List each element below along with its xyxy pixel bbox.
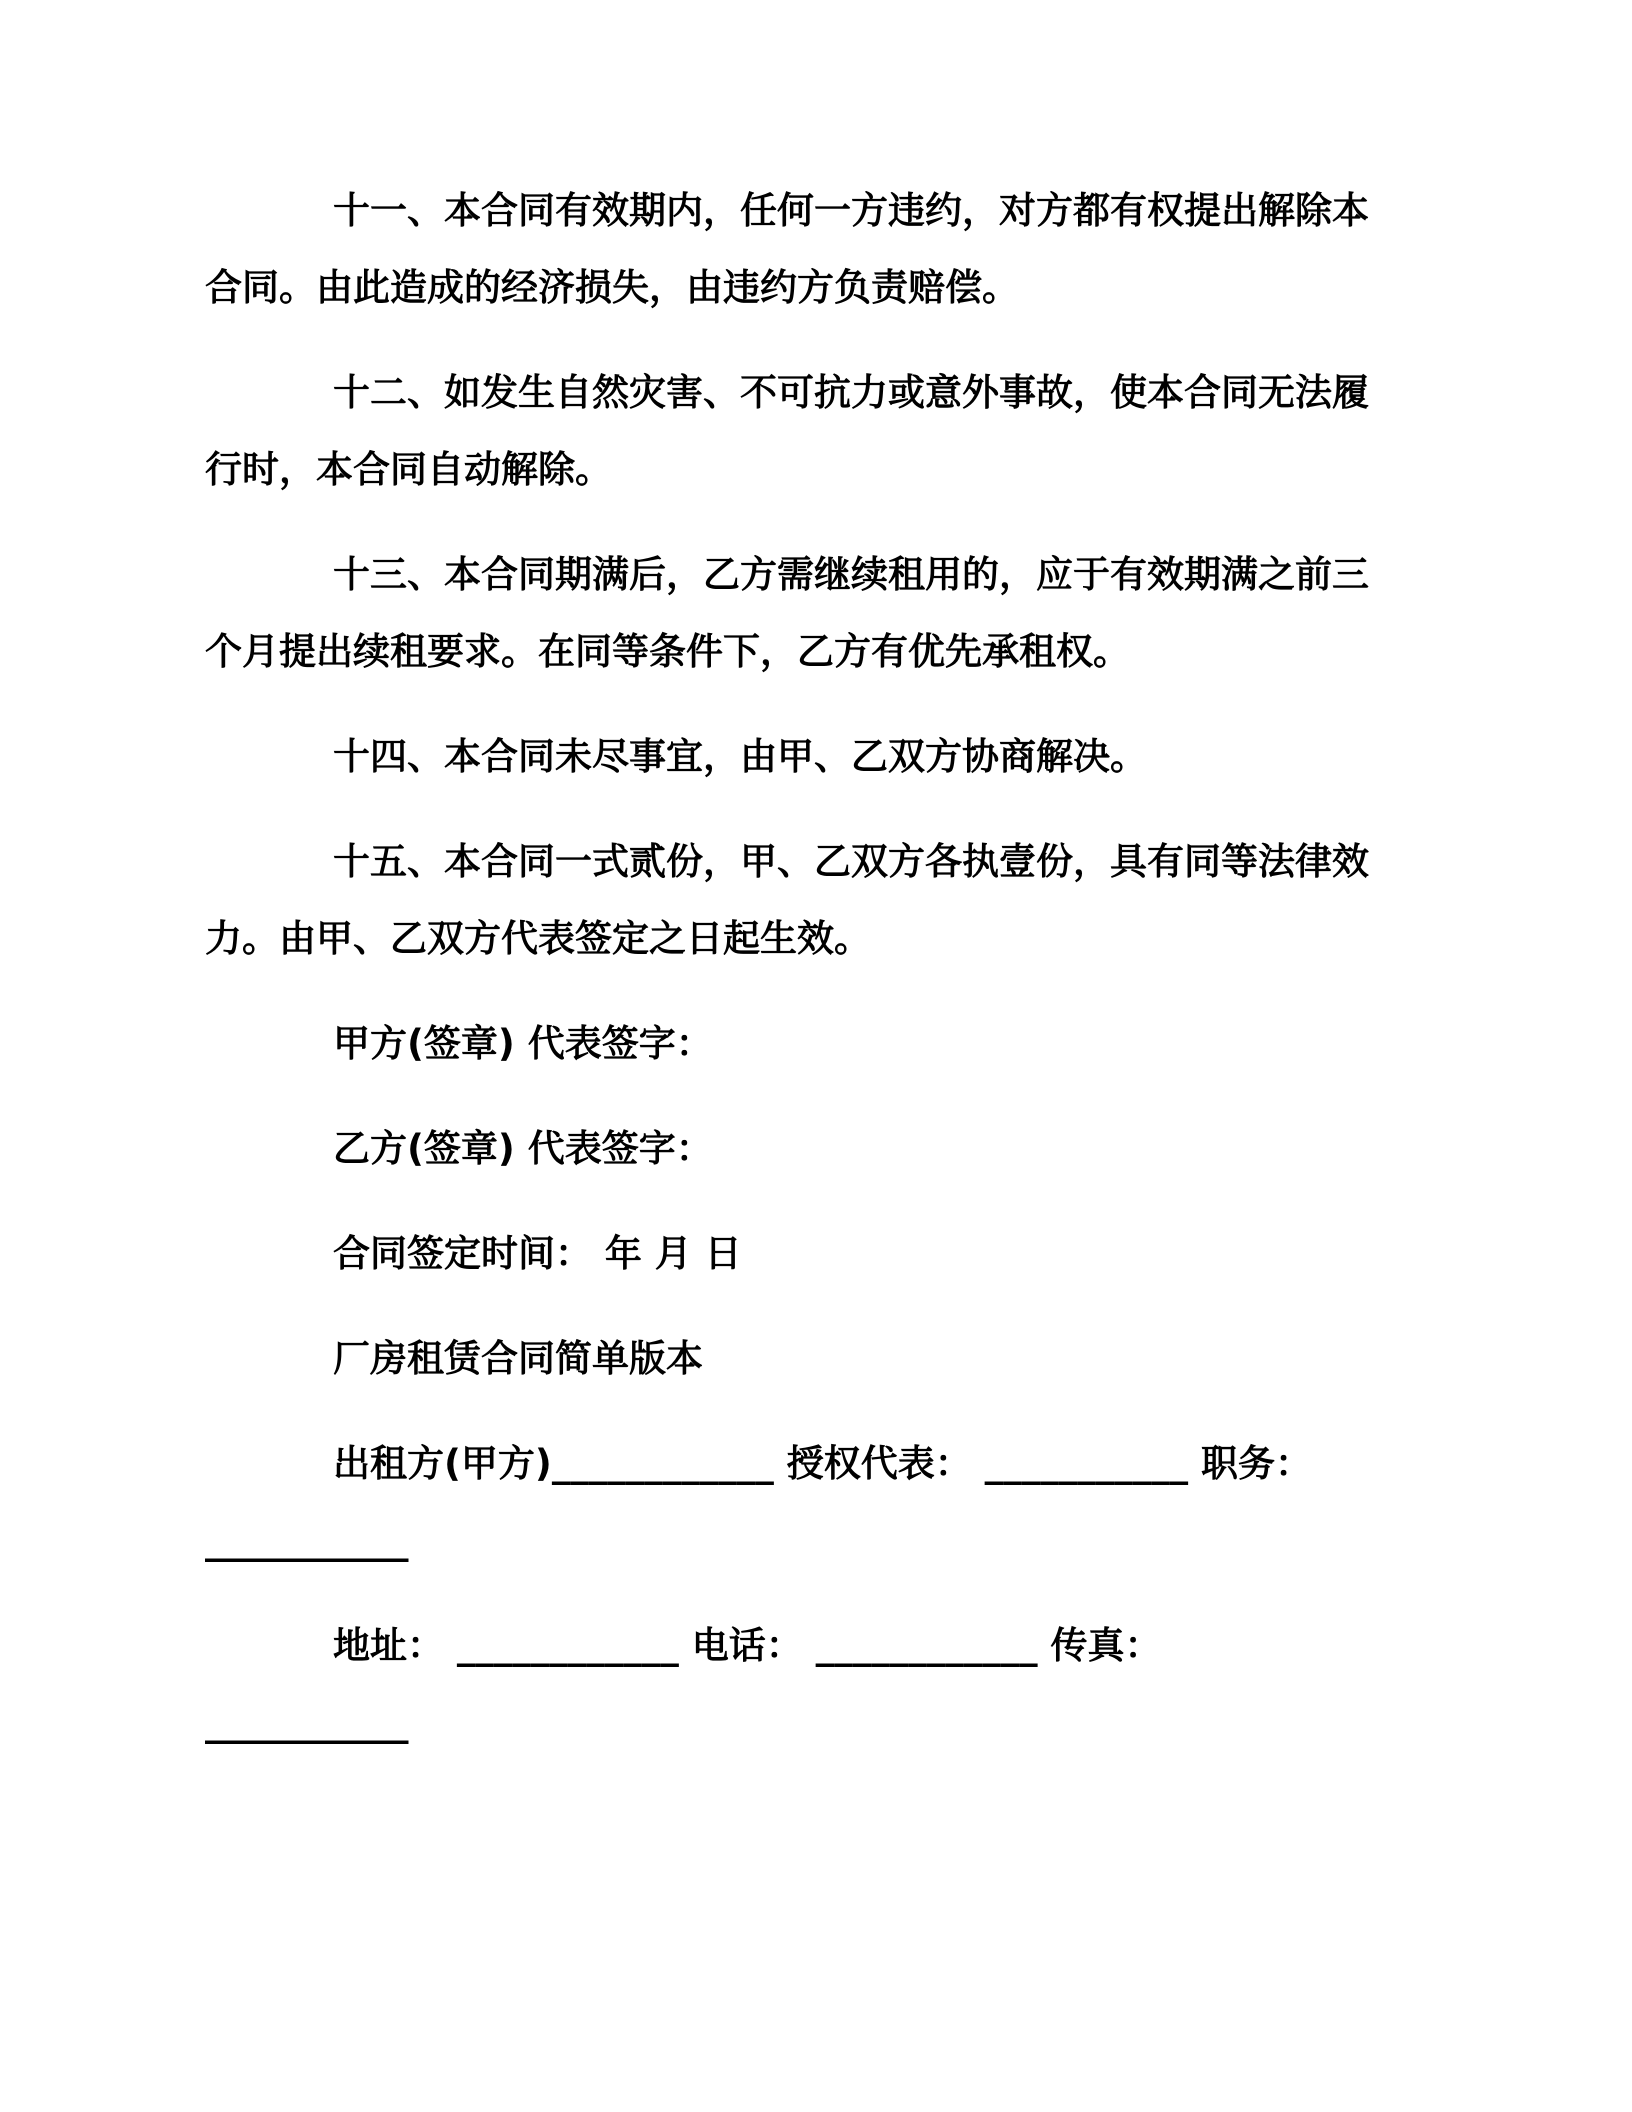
paragraph-clause-11: [205, 172, 1472, 326]
subtitle-line: [205, 1320, 1472, 1397]
text-line: 乙方(签章) 代表签字：: [333, 1127, 713, 1170]
text-line: 个月提出续租要求。在同等条件下，乙方有优先承租权。: [205, 630, 1130, 673]
text-line: 十一、本合同有效期内，任何一方违约，对方都有权提出解除本: [333, 189, 1369, 232]
text-line: 十二、如发生自然灾害、不可抗力或意外事故，使本合同无法履: [333, 371, 1369, 414]
text-line: 行时，本合同自动解除。: [205, 448, 612, 491]
text-line: 十五、本合同一式贰份，甲、乙双方各执壹份，具有同等法律效: [333, 840, 1369, 883]
paragraph-clause-15: [205, 823, 1472, 977]
signing-date-line: [205, 1215, 1472, 1292]
text-line: 地址： ____________ 电话： ____________ 传真：: [333, 1624, 1162, 1667]
paragraph-clause-14: [205, 718, 1472, 795]
text-line: 十三、本合同期满后，乙方需继续租用的，应于有效期满之前三: [333, 553, 1369, 596]
text-line: 合同。由此造成的经济损失，由违约方负责赔偿。: [205, 266, 1019, 309]
text-line: 力。由甲、乙双方代表签定之日起生效。: [205, 917, 871, 960]
text-line: 合同签定时间： 年 月 日: [333, 1232, 742, 1275]
party-b-signature-line: [205, 1110, 1472, 1187]
text-line: 厂房租赁合同简单版本: [333, 1337, 703, 1380]
paragraph-clause-13: [205, 536, 1472, 690]
paragraph-clause-12: [205, 354, 1472, 508]
text-line: 甲方(签章) 代表签字：: [333, 1022, 713, 1065]
blank-fill-line: ___________: [205, 1519, 409, 1562]
lessor-contact-line: [205, 1607, 1472, 1761]
party-a-signature-line: [205, 1005, 1472, 1082]
blank-fill-line: ___________: [205, 1701, 409, 1744]
text-line: 十四、本合同未尽事宜，由甲、乙双方协商解决。: [333, 735, 1147, 778]
lessor-info-line: [205, 1425, 1472, 1579]
text-line: 出租方(甲方)____________ 授权代表： ___________ 职务：: [333, 1442, 1312, 1485]
